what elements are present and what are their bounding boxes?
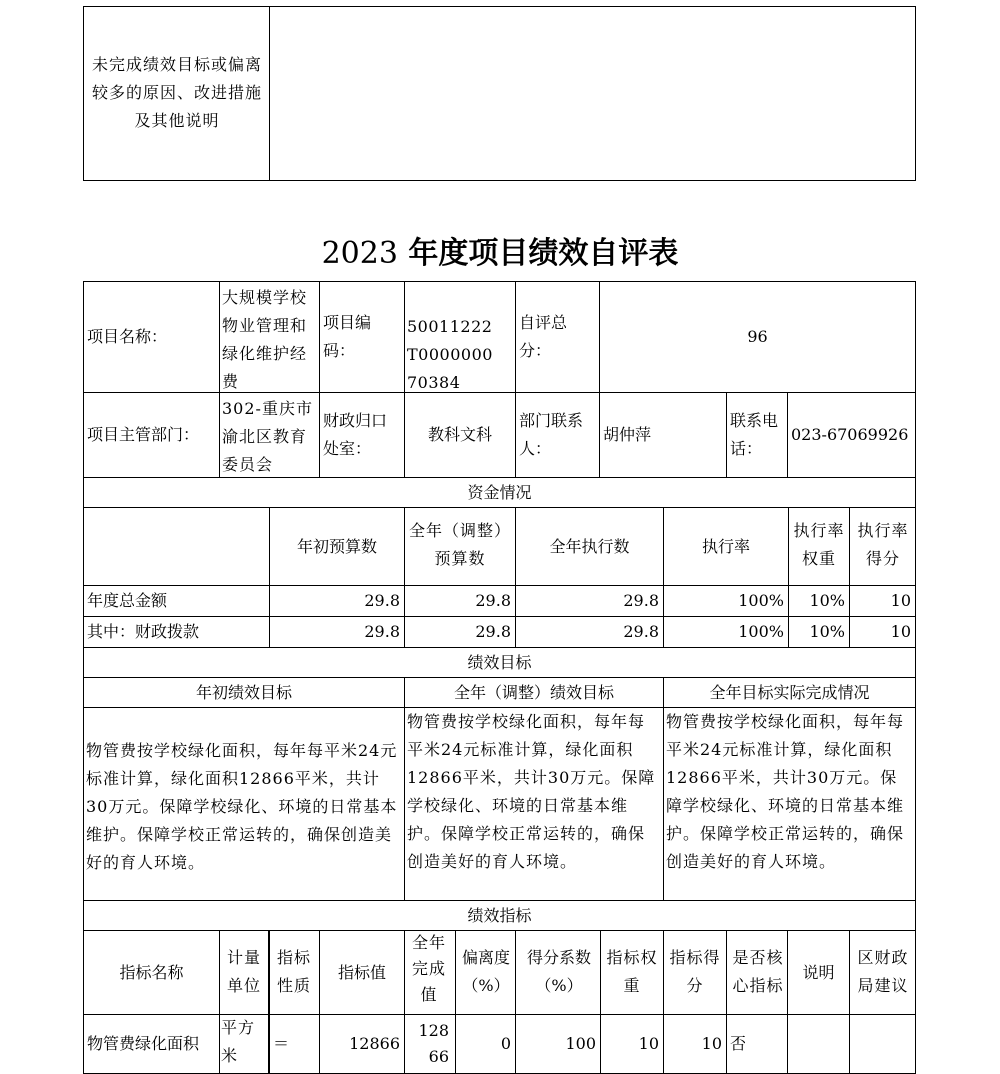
ind-row-note — [787, 1014, 850, 1074]
score-label: 自评总分： — [515, 281, 600, 393]
goals-actual-text: 物管费按学校绿化面积，每年每平米24元标准计算，绿化面积12866平米，共计30万元。保障学校绿化、环境的日常基本维护。保障学校正常运转的，确保创造美好的育人环境。 — [666, 712, 905, 871]
funds-row-total-initial: 29.8 — [269, 585, 405, 617]
funds-row-fiscal-weight: 10% — [788, 616, 850, 648]
ind-header-nature: 指标性质 — [276, 948, 311, 995]
ind-header-name: 指标名称 — [83, 930, 220, 1015]
funds-row-fiscal-score: 10 — [849, 616, 916, 648]
funds-row-total-score: 10 — [849, 585, 916, 617]
goals-header-actual: 全年目标实际完成情况 — [663, 677, 916, 708]
funds-row-fiscal-label: 其中：财政拨款 — [83, 616, 270, 648]
page-title — [0, 234, 1000, 274]
funds-header-score: 执行率得分 — [857, 521, 909, 568]
funds-row-fiscal-executed: 29.8 — [515, 616, 664, 648]
goals-section-title: 绩效目标 — [83, 647, 916, 678]
funds-row-fiscal-initial: 29.8 — [269, 616, 405, 648]
funds-row-total-label: 年度总金额 — [83, 585, 270, 617]
contact-value: 胡仲萍 — [599, 392, 727, 478]
project-name-value: 大规模学校物业管理和绿化维护经费 — [222, 288, 308, 391]
ind-row-score: 10 — [663, 1014, 727, 1074]
finance-label: 财政归口处室： — [319, 392, 405, 478]
project-code-value: 50011222T000000070384 — [407, 317, 493, 392]
title-year: 2023 — [321, 236, 398, 271]
ind-row-unit: 平方米 — [221, 1018, 256, 1065]
goals-adjusted-text: 物管费按学校绿化面积，每年每平米24元标准计算，绿化面积12866平米，共计30万元。保障学校绿化、环境的日常基本维护。保障学校正常运转的，确保创造美好的育人环境。 — [407, 712, 656, 871]
ind-header-weight: 指标权重 — [606, 948, 658, 995]
finance-value: 教科文科 — [404, 392, 516, 478]
ind-header-core: 是否核心指标 — [732, 948, 784, 995]
ind-row-done: 12866 — [418, 1021, 449, 1066]
ind-header-score: 指标得分 — [669, 948, 721, 995]
dept-label: 项目主管部门： — [83, 392, 220, 478]
funds-header-executed: 全年执行数 — [515, 507, 664, 586]
ind-header-advice: 区财政局建议 — [857, 948, 909, 995]
funds-row-total-executed: 29.8 — [515, 585, 664, 617]
dept-value: 302-重庆市渝北区教育委员会 — [222, 399, 313, 474]
funds-header-adjusted: 全年（调整）预算数 — [409, 521, 512, 568]
funds-header-initial: 年初预算数 — [269, 507, 405, 586]
ind-row-nature: ＝ — [269, 1014, 320, 1074]
funds-section-title: 资金情况 — [83, 477, 916, 508]
funds-header-rate: 执行率 — [663, 507, 789, 586]
funds-header-blank — [83, 507, 270, 586]
project-code-label: 项目编码： — [319, 281, 405, 393]
funds-header-weight: 执行率权重 — [793, 521, 845, 568]
ind-header-target: 指标值 — [319, 930, 405, 1015]
ind-row-core: 否 — [726, 1014, 788, 1074]
ind-row-target: 12866 — [319, 1014, 405, 1074]
funds-row-total-adjusted: 29.8 — [404, 585, 516, 617]
funds-row-total-weight: 10% — [788, 585, 850, 617]
phone-label: 联系电话： — [726, 392, 788, 478]
top-content-cell — [269, 6, 916, 181]
contact-label: 部门联系人： — [515, 392, 600, 478]
top-label: 未完成绩效目标或偏离较多的原因、改进措施及其他说明 — [91, 55, 262, 130]
funds-row-total-rate: 100% — [663, 585, 789, 617]
funds-row-fiscal-adjusted: 29.8 — [404, 616, 516, 648]
ind-row-coef: 100 — [515, 1014, 601, 1074]
ind-row-name: 物管费绿化面积 — [83, 1014, 220, 1074]
ind-header-done: 全年完成值 — [411, 933, 446, 1004]
funds-row-fiscal-rate: 100% — [663, 616, 789, 648]
project-name-label: 项目名称： — [83, 281, 220, 393]
goals-header-adjusted: 全年（调整）绩效目标 — [404, 677, 664, 708]
score-value: 96 — [599, 281, 916, 393]
goals-initial-text: 物管费按学校绿化面积，每年每平米24元标准计算，绿化面积12866平米，共计30万元。保障学校绿化、环境的日常基本维护。保障学校正常运转的，确保创造美好的育人环境。 — [86, 741, 398, 872]
ind-header-deviation: 偏离度（%） — [461, 948, 510, 995]
goals-header-initial: 年初绩效目标 — [83, 677, 405, 708]
ind-header-unit: 计量单位 — [226, 948, 261, 995]
ind-row-advice — [849, 1014, 916, 1074]
title-text: 年度项目绩效自评表 — [408, 236, 679, 271]
ind-row-deviation: 0 — [455, 1014, 516, 1074]
indicators-section-title: 绩效指标 — [83, 900, 916, 931]
ind-row-weight: 10 — [600, 1014, 664, 1074]
ind-header-coef: 得分系数（%） — [526, 948, 591, 995]
phone-value: 023-67069926 — [787, 392, 916, 478]
ind-header-note: 说明 — [787, 930, 850, 1015]
